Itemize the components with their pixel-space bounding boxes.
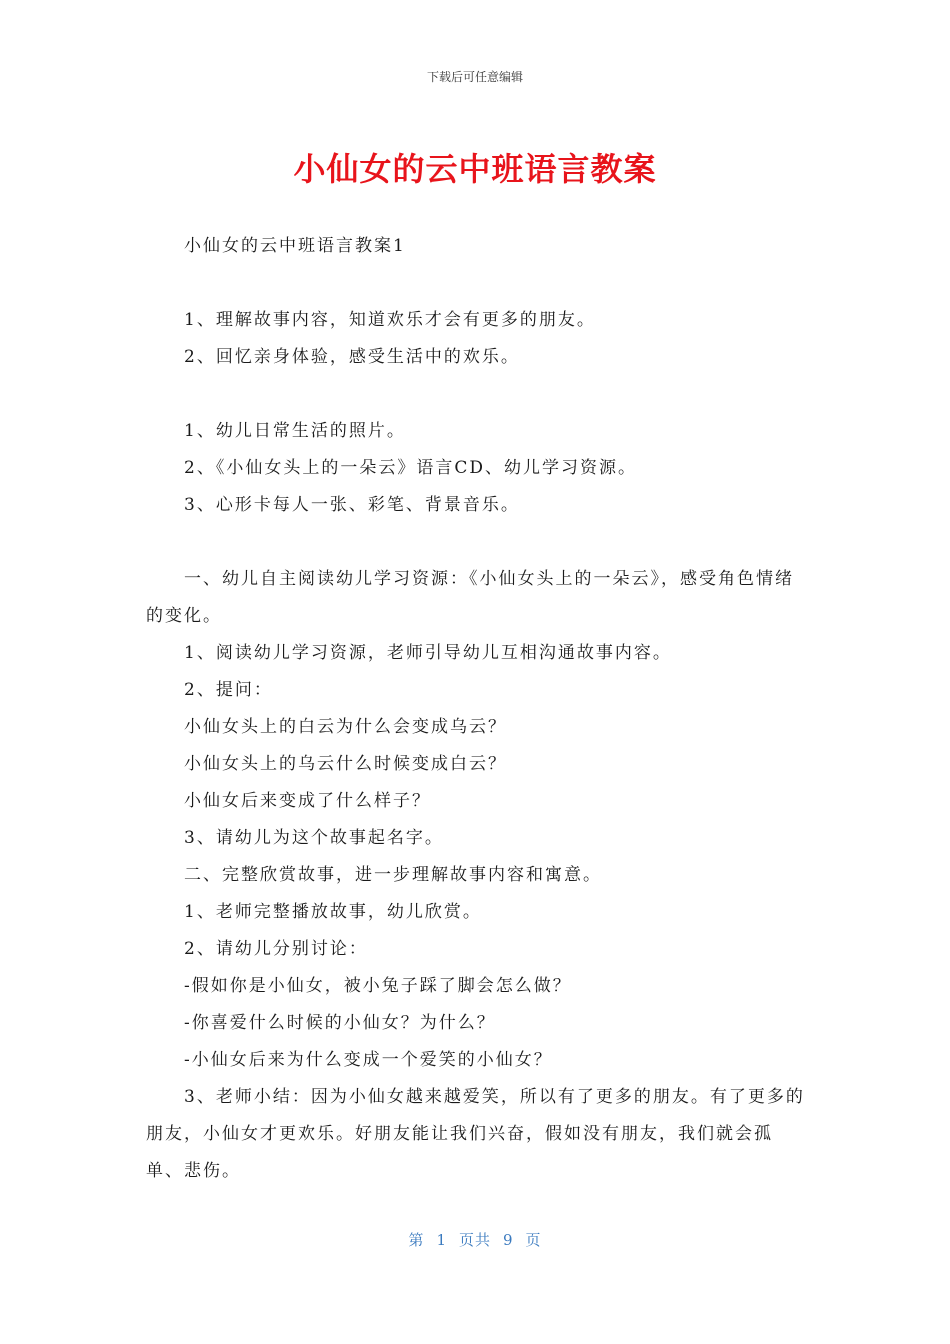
- material-item: 1、幼儿日常生活的照片。: [184, 421, 406, 441]
- process-item: 2、提问：: [184, 680, 273, 700]
- header-note: 下载后可任意编辑: [426, 70, 523, 84]
- process-item: 2、请幼儿分别讨论：: [184, 939, 368, 959]
- material-item: 2、《小仙女头上的一朵云》语言CD、幼儿学习资源。: [184, 458, 637, 478]
- page-footer: [0, 1229, 950, 1250]
- process-item: 小仙女头上的白云为什么会变成乌云？: [184, 717, 507, 737]
- process-item: 小仙女后来变成了什么样子？: [184, 791, 431, 811]
- page-label-mid: 页共: [458, 1231, 491, 1249]
- process-item: 3、请幼儿为这个故事起名字。: [184, 828, 444, 848]
- process-item: 1、老师完整播放故事，幼儿欣赏。: [184, 902, 482, 922]
- paragraph-gap: [146, 524, 810, 561]
- process-item: -假如你是小仙女，被小兔子踩了脚会怎么做？: [184, 976, 572, 996]
- page-label-pre: 第: [408, 1231, 425, 1249]
- goal-item: 1、理解故事内容，知道欢乐才会有更多的朋友。: [184, 310, 596, 330]
- paragraph-gap: [146, 376, 810, 413]
- document-title: 小仙女的云中班语言教案: [293, 150, 657, 188]
- process-item: -小仙女后来为什么变成一个爱笑的小仙女？: [184, 1050, 553, 1070]
- page-total: 9: [503, 1231, 514, 1249]
- material-item: 3、心形卡每人一张、彩笔、背景音乐。: [184, 495, 520, 515]
- section-subtitle: 小仙女的云中班语言教案1: [184, 236, 406, 256]
- process-item: 3、老师小结：因为小仙女越来越爱笑，所以有了更多的朋友。有了更多的朋友，小仙女才更欢乐。好朋友能让我们兴奋，假如没有朋友，我们就会孤单、悲伤。: [146, 1087, 805, 1181]
- page-label-post: 页: [525, 1231, 542, 1249]
- paragraph-gap: [146, 265, 810, 302]
- page-current: 1: [436, 1231, 447, 1249]
- document-body: [146, 228, 810, 1190]
- process-item: 1、阅读幼儿学习资源，老师引导幼儿互相沟通故事内容。: [184, 643, 672, 663]
- process-item: -你喜爱什么时候的小仙女？为什么？: [184, 1013, 496, 1033]
- process-item: 小仙女头上的乌云什么时候变成白云？: [184, 754, 507, 774]
- process-item: 一、幼儿自主阅读幼儿学习资源：《小仙女头上的一朵云》，感受角色情绪的变化。: [146, 569, 794, 626]
- goal-item: 2、回忆亲身体验，感受生活中的欢乐。: [184, 347, 520, 367]
- process-item: 二、完整欣赏故事，进一步理解故事内容和寓意。: [184, 865, 602, 885]
